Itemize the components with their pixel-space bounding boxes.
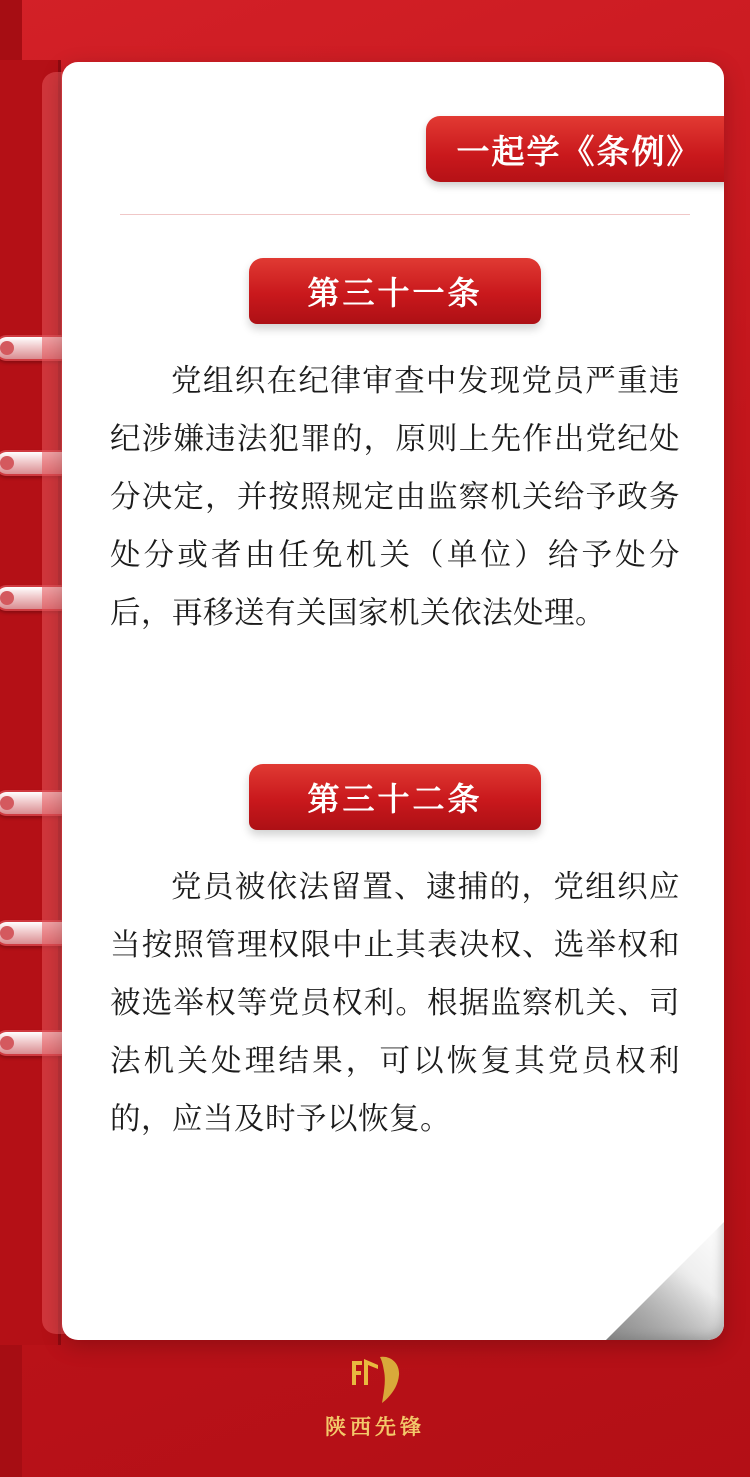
- article-body-1: 党组织在纪律审查中发现党员严重违纪涉嫌违法犯罪的，原则上先作出党纪处分决定，并按照规定由监察机关给予政务处分或者由任免机关（单位）给予处分后，再移送有关国家机关依法处理。: [110, 364, 680, 630]
- page-curl-corner: [606, 1222, 724, 1340]
- footer-brand-text: 陕西先锋: [325, 1416, 425, 1439]
- article-section-2: [110, 764, 680, 1179]
- header-ribbon: [426, 116, 724, 182]
- document-page: [62, 62, 724, 1340]
- party-emblem-icon: [344, 1351, 406, 1407]
- footer: [0, 1351, 750, 1441]
- article-section-1: [110, 258, 680, 673]
- article-title-2: 第三十二条: [307, 781, 483, 817]
- page-curl-shading: [606, 1222, 724, 1340]
- header-ribbon-title: 一起学《条例》: [456, 132, 702, 170]
- article-title-badge-2: [249, 764, 541, 830]
- article-body-2: 党员被依法留置、逮捕的，党组织应当按照管理权限中止其表决权、选举权和被选举权等党员权利。根据监察机关、司法机关处理结果，可以恢复其党员权利的，应当及时予以恢复。: [110, 870, 680, 1136]
- footer-logo: [344, 1351, 406, 1407]
- header-divider: [120, 214, 690, 215]
- article-title-badge-1: [249, 258, 541, 324]
- article-title-1: 第三十一条: [307, 275, 483, 311]
